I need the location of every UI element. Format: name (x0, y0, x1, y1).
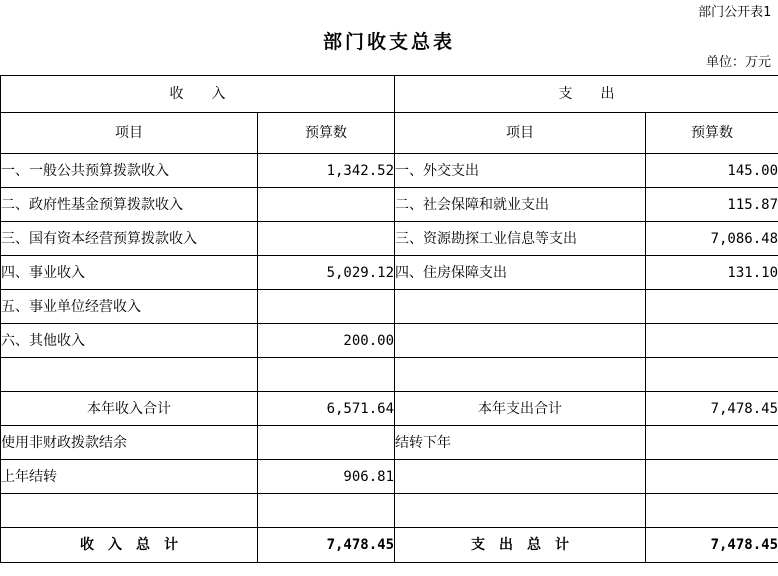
expense-item-header: 项目 (395, 113, 646, 154)
expense-item-cell (395, 324, 646, 358)
income-item-header: 项目 (1, 113, 258, 154)
income-item-cell: 使用非财政拨款结余 (1, 426, 258, 460)
expense-item-cell (395, 460, 646, 494)
budget-summary-table (0, 75, 778, 563)
table-row (1, 358, 778, 392)
expense-item-cell (395, 494, 646, 528)
income-item-cell: 二、政府性基金预算拨款收入 (1, 188, 258, 222)
expense-item-cell: 一、外交支出 (395, 154, 646, 188)
expense-subtotal-label: 本年支出合计 (395, 392, 646, 426)
income-total-label: 收 入 总 计 (1, 528, 258, 563)
income-item-cell (1, 358, 258, 392)
section-header-row (1, 76, 778, 113)
income-budget-cell (258, 494, 395, 528)
expense-budget-cell: 115.87 (646, 188, 778, 222)
expense-budget-header: 预算数 (646, 113, 778, 154)
expense-item-cell (395, 358, 646, 392)
income-total-value: 7,478.45 (258, 528, 395, 563)
table-row (1, 324, 778, 358)
income-budget-cell (258, 358, 395, 392)
expense-budget-cell (646, 460, 778, 494)
expense-item-cell: 四、住房保障支出 (395, 256, 646, 290)
table-row (1, 426, 778, 460)
expense-budget-cell (646, 324, 778, 358)
table-row (1, 222, 778, 256)
expense-budget-cell (646, 426, 778, 460)
income-budget-cell: 1,342.52 (258, 154, 395, 188)
income-item-cell: 四、事业收入 (1, 256, 258, 290)
income-item-cell: 六、其他收入 (1, 324, 258, 358)
income-budget-cell (258, 426, 395, 460)
expense-total-value: 7,478.45 (646, 528, 778, 563)
income-item-cell: 上年结转 (1, 460, 258, 494)
expense-section-header: 支 出 (395, 76, 778, 113)
table-row (1, 256, 778, 290)
income-budget-cell: 5,029.12 (258, 256, 395, 290)
income-item-cell (1, 494, 258, 528)
income-budget-header: 预算数 (258, 113, 395, 154)
income-section-header: 收 入 (1, 76, 395, 113)
income-item-cell: 一、一般公共预算拨款收入 (1, 154, 258, 188)
expense-budget-cell: 145.00 (646, 154, 778, 188)
expense-budget-cell: 7,086.48 (646, 222, 778, 256)
table-row (1, 154, 778, 188)
income-item-cell: 五、事业单位经营收入 (1, 290, 258, 324)
page-title: 部门收支总表 (322, 31, 455, 53)
income-item-cell: 三、国有资本经营预算拨款收入 (1, 222, 258, 256)
expense-budget-cell (646, 358, 778, 392)
income-budget-cell: 906.81 (258, 460, 395, 494)
grand-total-row (1, 528, 778, 563)
expense-item-cell (395, 290, 646, 324)
column-header-row (1, 113, 778, 154)
table-row (1, 188, 778, 222)
unit-label: 单位：万元 (705, 55, 771, 70)
subtotal-row (1, 392, 778, 426)
corner-table-label: 部门公开表1 (698, 5, 771, 20)
income-budget-cell (258, 188, 395, 222)
expense-subtotal-value: 7,478.45 (646, 392, 778, 426)
expense-budget-cell (646, 494, 778, 528)
income-budget-cell: 200.00 (258, 324, 395, 358)
income-budget-cell (258, 290, 395, 324)
income-budget-cell (258, 222, 395, 256)
income-subtotal-value: 6,571.64 (258, 392, 395, 426)
expense-budget-cell: 131.10 (646, 256, 778, 290)
income-subtotal-label: 本年收入合计 (1, 392, 258, 426)
table-row (1, 494, 778, 528)
expense-item-cell: 二、社会保障和就业支出 (395, 188, 646, 222)
expense-item-cell: 三、资源勘探工业信息等支出 (395, 222, 646, 256)
table-row (1, 290, 778, 324)
expense-item-cell: 结转下年 (395, 426, 646, 460)
expense-budget-cell (646, 290, 778, 324)
table-row (1, 460, 778, 494)
expense-total-label: 支 出 总 计 (395, 528, 646, 563)
